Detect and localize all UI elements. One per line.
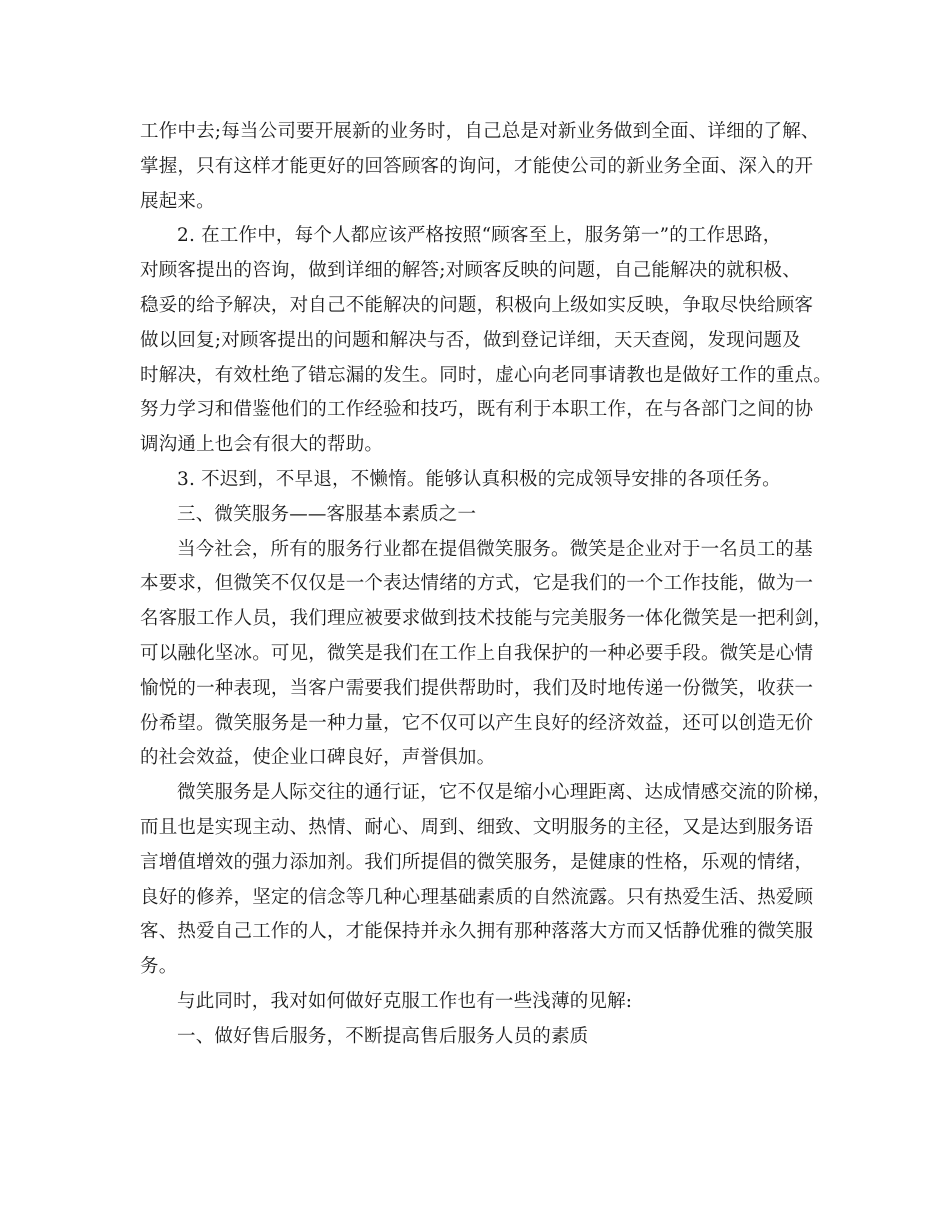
text-line: 的社会效益，使企业口碑良好，声誉俱加。 bbox=[140, 747, 496, 769]
text-line: 对顾客提出的咨询，做到详细的解答;对顾客反映的问题，自己能解决的就积极、 bbox=[140, 260, 801, 282]
text-line: 工作中去;每当公司要开展新的业务时，自己总是对新业务做到全面、详细的了解、 bbox=[140, 121, 820, 142]
text-line: 务。 bbox=[140, 956, 178, 978]
text-line: 微笑服务是人际交往的通行证，它不仅是缩小心理距离、达成情感交流的阶梯， bbox=[177, 782, 832, 804]
text-line: 本要求，但微笑不仅仅是一个表达情绪的方式，它是我们的一个工作技能，做为一 bbox=[140, 573, 814, 595]
text-line: 与此同时，我对如何做好克服工作也有一些浅薄的见解: bbox=[177, 990, 633, 1012]
text-line: 调沟通上也会有很大的帮助。 bbox=[140, 434, 384, 456]
text-line: 名客服工作人员，我们理应被要求做到技术技能与完美服务一体化微笑是一把利剑， bbox=[140, 608, 832, 630]
text-line: 努力学习和借鉴他们的工作经验和技巧，既有利于本职工作，在与各部门之间的协 bbox=[140, 399, 814, 421]
text-line: 三、微笑服务——客服基本素质之一 bbox=[177, 503, 477, 525]
text-line: 时解决，有效杜绝了错忘漏的发生。同时，虚心向老同事请教也是做好工作的重点。 bbox=[140, 364, 832, 386]
text-line: 份希望。微笑服务是一种力量，它不仅可以产生良好的经济效益，还可以创造无价 bbox=[140, 712, 814, 734]
text-line: 客、热爱自己工作的人，才能保持并永久拥有那种落落大方而又恬静优雅的微笑服 bbox=[140, 921, 814, 943]
text-line: 一、做好售后服务，不断提高售后服务人员的素质 bbox=[177, 1025, 589, 1047]
text-line: 做以回复;对顾客提出的问题和解决与否，做到登记详细，天天查阅，发现问题及 bbox=[140, 329, 801, 351]
text-line: 愉悦的一种表现，当客户需要我们提供帮助时，我们及时地传递一份微笑，收获一 bbox=[140, 677, 814, 699]
text-line: 稳妥的给予解决，对自己不能解决的问题，积极向上级如实反映，争取尽快给顾客 bbox=[140, 294, 814, 316]
text-line: 展起来。 bbox=[140, 190, 215, 212]
text-line: 2. 在工作中，每个人都应该严格按照“顾客至上，服务第一”的工作思路， bbox=[177, 225, 782, 247]
text-line: 而且也是实现主动、热情、耐心、周到、细致、文明服务的主径，又是达到服务语 bbox=[140, 816, 814, 838]
text-line: 当今社会，所有的服务行业都在提倡微笑服务。微笑是企业对于一名员工的基 bbox=[177, 538, 813, 560]
text-line: 良好的修养，坚定的信念等几种心理基础素质的自然流露。只有热爱生活、热爱顾 bbox=[140, 886, 814, 908]
text-line: 3. 不迟到，不早退，不懒惰。能够认真积极的完成领导安排的各项任务。 bbox=[177, 468, 781, 490]
text-line: 掌握，只有这样才能更好的回答顾客的询问，才能使公司的新业务全面、深入的开 bbox=[140, 155, 814, 177]
text-line: 言增值增效的强力添加剂。我们所提倡的微笑服务，是健康的性格，乐观的情绪， bbox=[140, 851, 814, 873]
text-line: 可以融化坚冰。可见，微笑是我们在工作上自我保护的一种必要手段。微笑是心情 bbox=[140, 642, 814, 664]
body-text bbox=[140, 115, 830, 1055]
